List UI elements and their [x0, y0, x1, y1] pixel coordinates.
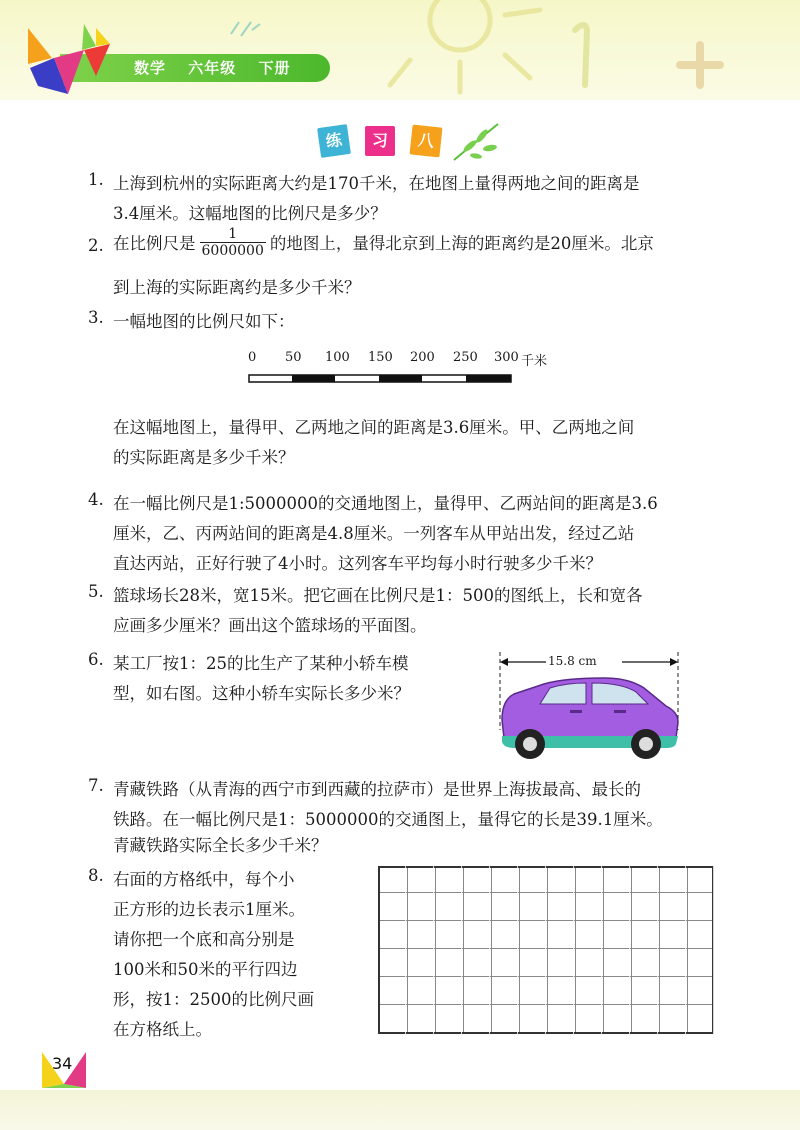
scale-tick-250: 250	[453, 350, 478, 365]
header-title	[134, 57, 307, 78]
problem-8-line-3: 请你把一个底和高分别是	[113, 930, 295, 949]
problem-4-line-2: 厘米，乙、丙两站间的距离是4.8厘米。一列客车从甲站出发，经过乙站	[113, 524, 635, 543]
scale-unit: 千米	[521, 354, 548, 369]
scale-tick-300: 300	[494, 350, 519, 365]
header-subject: 数学	[134, 59, 167, 77]
problem-1-line-1: 上海到杭州的实际距离大约是170千米，在地图上量得两地之间的距离是	[113, 174, 640, 193]
problem-4-line-3: 直达丙站，正好行驶了4小时。这列客车平均每小时行驶多少千米？	[113, 554, 602, 573]
problem-2-number: 2.	[88, 236, 104, 255]
problem-2-pre: 在比例尺是	[113, 234, 196, 253]
problem-5-line-1: 篮球场长28米，宽15米。把它画在比例尺是1：500的图纸上，长和宽各	[113, 586, 643, 605]
problem-7-line-3: 青藏铁路实际全长多少千米？	[113, 836, 328, 855]
sun-decoration-icon	[380, 0, 800, 100]
leaf-sprig-icon	[452, 120, 502, 166]
page-number: 34	[52, 1054, 73, 1073]
scale-fraction	[200, 226, 266, 259]
sparkle-icon	[226, 14, 266, 44]
scale-tick-50: 50	[285, 350, 302, 365]
scale-tick-200: 200	[410, 350, 435, 365]
problem-4-line-1: 在一幅比例尺是1:5000000的交通地图上，量得甲、乙两站间的距离是3.6	[113, 494, 658, 513]
problem-3-line-3: 的实际距离是多少千米？	[113, 448, 295, 467]
scale-tick-150: 150	[368, 350, 393, 365]
problem-2-line-2: 到上海的实际距离约是多少千米？	[113, 278, 361, 297]
problem-5-line-2: 应画多少厘米？画出这个篮球场的平面图。	[113, 616, 427, 635]
grid-paper[interactable]	[378, 866, 714, 1034]
header-grade: 六年级	[188, 59, 237, 77]
problem-2-post: 的地图上，量得北京到上海的距离约是20厘米。北京	[269, 234, 654, 253]
problem-3-line-2: 在这幅地图上，量得甲、乙两地之间的距离是3.6厘米。甲、乙两地之间	[113, 418, 635, 437]
problem-6-line-1: 某工厂按1：25的比生产了某种小轿车模	[113, 654, 409, 673]
problem-8-line-1: 右面的方格纸中，每个小	[113, 870, 295, 889]
problem-7-number: 7.	[88, 776, 104, 795]
fraction-numerator: 1	[200, 226, 266, 243]
title-char-3: 八	[410, 125, 443, 158]
problem-8-line-5: 形，按1：2500的比例尺画	[113, 990, 314, 1009]
problem-2-line-1	[113, 228, 654, 261]
problem-1-line-2: 3.4厘米。这幅地图的比例尺是多少？	[113, 204, 387, 223]
title-char-2: 习	[365, 126, 395, 156]
exercise-title	[315, 122, 475, 162]
header-volume: 下册	[258, 59, 291, 77]
problem-6-line-2: 型，如右图。这种小轿车实际长多少米？	[113, 684, 410, 703]
problem-7-line-2: 铁路。在一幅比例尺是1：5000000的交通图上，量得它的长是39.1厘米。	[113, 810, 663, 829]
problem-4-number: 4.	[88, 490, 104, 509]
problem-7-line-1: 青藏铁路（从青海的西宁市到西藏的拉萨市）是世界上海拔最高、最长的	[113, 780, 641, 799]
problem-5-number: 5.	[88, 582, 104, 601]
car-length-label: 15.8 cm	[548, 654, 597, 668]
footer-band	[0, 1090, 800, 1130]
scale-bar	[248, 374, 514, 384]
scale-tick-100: 100	[325, 350, 350, 365]
problem-1-number: 1.	[88, 170, 104, 189]
fraction-denominator: 6000000	[201, 243, 264, 259]
problem-6-number: 6.	[88, 650, 104, 669]
problem-8-number: 8.	[88, 866, 104, 885]
tangram-fox-logo-icon	[24, 24, 116, 98]
title-char-1: 练	[317, 124, 351, 158]
scale-tick-0: 0	[248, 350, 257, 365]
problem-3-number: 3.	[88, 308, 104, 327]
problem-8-line-4: 100米和50米的平行四边	[113, 960, 298, 979]
problem-3-line-1: 一幅地图的比例尺如下：	[113, 312, 295, 331]
problem-8-line-2: 正方形的边长表示1厘米。	[113, 900, 305, 919]
problem-8-line-6: 在方格纸上。	[113, 1020, 212, 1039]
